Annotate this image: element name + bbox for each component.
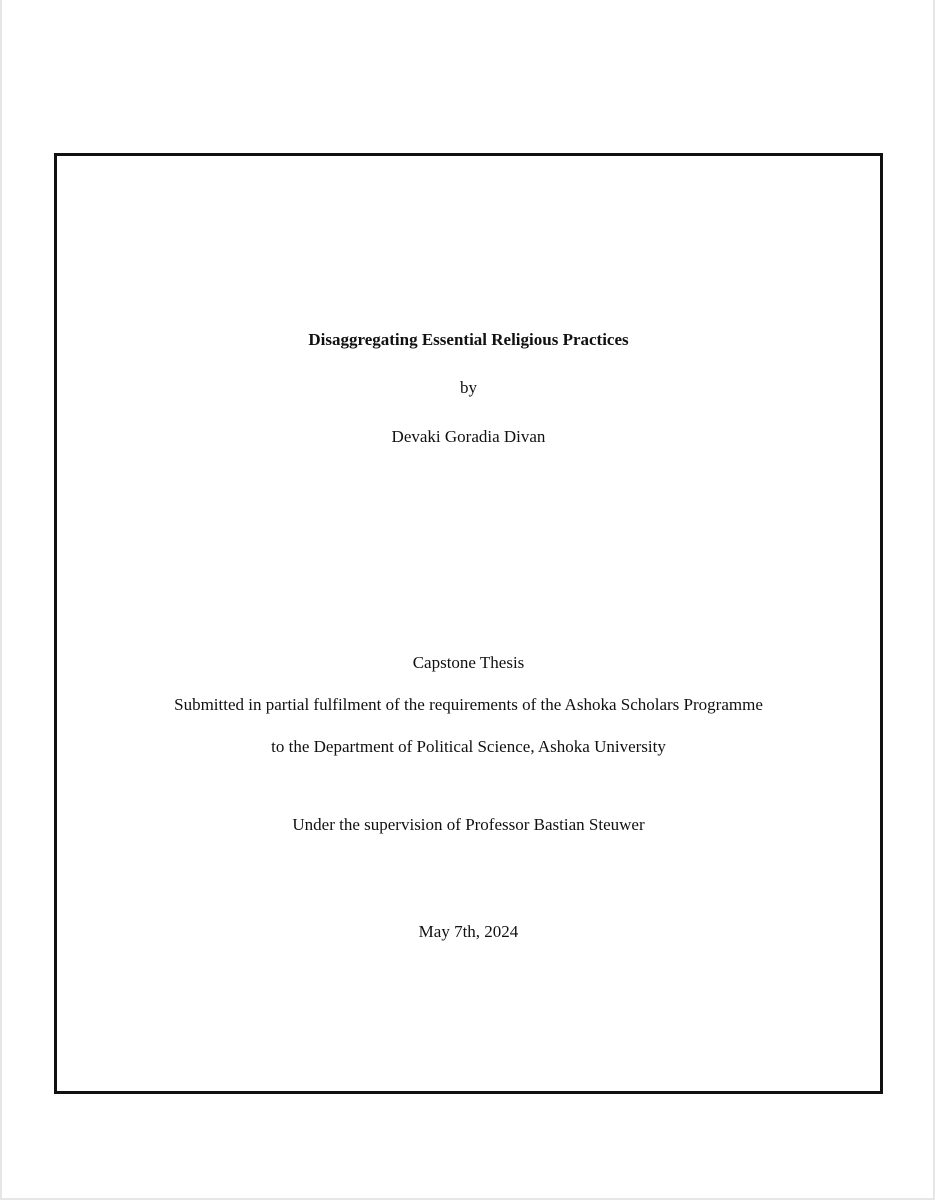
submission-statement-line-2: to the Department of Political Science, Ashoka University [271,737,666,756]
thesis-title: Disaggregating Essential Religious Practices [308,330,629,349]
by-line: by [460,378,477,397]
supervisor-line: Under the supervision of Professor Bastian Steuwer [292,815,645,834]
author-name: Devaki Goradia Divan [391,427,546,446]
submission-statement-line-1: Submitted in partial fulfilment of the requirements of the Ashoka Scholars Programme [174,695,763,714]
title-page-border [54,153,883,1094]
submission-date: May 7th, 2024 [418,922,519,941]
thesis-type: Capstone Thesis [412,653,525,672]
